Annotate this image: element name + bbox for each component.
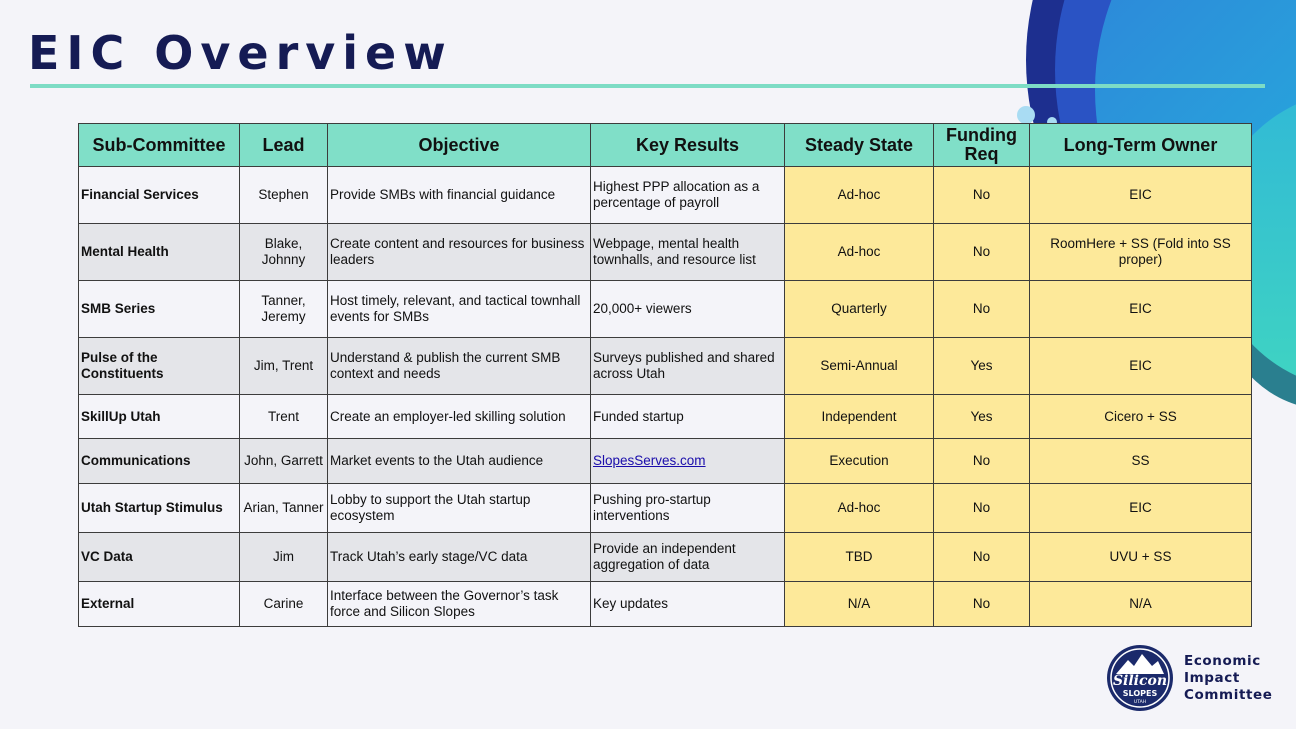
objective-cell: Understand & publish the current SMB context and needs <box>328 338 591 395</box>
committee-brand-text <box>1184 653 1273 704</box>
table-row <box>79 281 1252 338</box>
lead-cell: Tanner, Jeremy <box>240 281 328 338</box>
column-header: Key Results <box>591 124 785 167</box>
column-header: Lead <box>240 124 328 167</box>
key-results-cell: 20,000+ viewers <box>591 281 785 338</box>
table-row <box>79 484 1252 533</box>
funding-req-cell: No <box>934 533 1030 582</box>
logo-wordmark-slopes: SLOPES <box>1122 689 1158 698</box>
page-title: EIC Overview <box>28 26 453 80</box>
objective-cell: Interface between the Governor’s task force and Silicon Slopes <box>328 582 591 627</box>
steady-state-cell: Ad-hoc <box>785 167 934 224</box>
brand-line: Impact <box>1184 670 1240 686</box>
key-results-cell: Surveys published and shared across Utah <box>591 338 785 395</box>
table-header-row <box>79 124 1252 167</box>
long-term-owner-cell: SS <box>1030 439 1252 484</box>
funding-req-cell: No <box>934 439 1030 484</box>
sub-committee-cell: Communications <box>79 439 240 484</box>
steady-state-cell: Semi-Annual <box>785 338 934 395</box>
table-row <box>79 395 1252 439</box>
steady-state-cell: Independent <box>785 395 934 439</box>
steady-state-cell: Execution <box>785 439 934 484</box>
long-term-owner-cell: RoomHere + SS (Fold into SS proper) <box>1030 224 1252 281</box>
key-results-cell: Highest PPP allocation as a percentage of payroll <box>591 167 785 224</box>
steady-state-cell: N/A <box>785 582 934 627</box>
column-header: Objective <box>328 124 591 167</box>
sub-committee-cell: Utah Startup Stimulus <box>79 484 240 533</box>
key-results-cell: Webpage, mental health townhalls, and resource list <box>591 224 785 281</box>
table-row <box>79 338 1252 395</box>
brand-line: Economic <box>1184 653 1261 669</box>
steady-state-cell: Quarterly <box>785 281 934 338</box>
sub-committee-cell: SMB Series <box>79 281 240 338</box>
long-term-owner-cell: EIC <box>1030 281 1252 338</box>
objective-cell: Track Utah’s early stage/VC data <box>328 533 591 582</box>
logo-wordmark-silicon: Silicon <box>1112 673 1168 689</box>
table-row <box>79 439 1252 484</box>
objective-cell: Host timely, relevant, and tactical townhall events for SMBs <box>328 281 591 338</box>
long-term-owner-cell: Cicero + SS <box>1030 395 1252 439</box>
table-row <box>79 224 1252 281</box>
key-results-cell <box>591 439 785 484</box>
lead-cell: Carine <box>240 582 328 627</box>
sub-committee-cell: External <box>79 582 240 627</box>
lead-cell: Arian, Tanner <box>240 484 328 533</box>
objective-cell: Lobby to support the Utah startup ecosystem <box>328 484 591 533</box>
key-results-cell: Funded startup <box>591 395 785 439</box>
key-results-cell: Key updates <box>591 582 785 627</box>
table-row <box>79 167 1252 224</box>
steady-state-cell: Ad-hoc <box>785 484 934 533</box>
funding-req-cell: No <box>934 582 1030 627</box>
long-term-owner-cell: UVU + SS <box>1030 533 1252 582</box>
sub-committee-cell: Financial Services <box>79 167 240 224</box>
slopesserves-link[interactable]: SlopesServes.com <box>593 453 706 468</box>
sub-committee-cell: VC Data <box>79 533 240 582</box>
table-row <box>79 582 1252 627</box>
lead-cell: Blake, Johnny <box>240 224 328 281</box>
column-header: Long-Term Owner <box>1030 124 1252 167</box>
sub-committee-cell: Pulse of the Constituents <box>79 338 240 395</box>
objective-cell: Provide SMBs with financial guidance <box>328 167 591 224</box>
table-row <box>79 533 1252 582</box>
sub-committee-cell: Mental Health <box>79 224 240 281</box>
logo-wordmark-utah: UTAH <box>1133 700 1147 705</box>
long-term-owner-cell: EIC <box>1030 484 1252 533</box>
column-header: Sub-Committee <box>79 124 240 167</box>
column-header: Funding Req <box>934 124 1030 167</box>
title-divider <box>30 84 1265 88</box>
sub-committee-cell: SkillUp Utah <box>79 395 240 439</box>
objective-cell: Create an employer-led skilling solution <box>328 395 591 439</box>
lead-cell: Stephen <box>240 167 328 224</box>
eic-overview-table <box>78 123 1252 627</box>
long-term-owner-cell: EIC <box>1030 338 1252 395</box>
funding-req-cell: No <box>934 167 1030 224</box>
steady-state-cell: Ad-hoc <box>785 224 934 281</box>
funding-req-cell: No <box>934 281 1030 338</box>
long-term-owner-cell: EIC <box>1030 167 1252 224</box>
lead-cell: Jim, Trent <box>240 338 328 395</box>
funding-req-cell: No <box>934 224 1030 281</box>
long-term-owner-cell: N/A <box>1030 582 1252 627</box>
steady-state-cell: TBD <box>785 533 934 582</box>
brand-line: Committee <box>1184 687 1273 703</box>
objective-cell: Create content and resources for business leaders <box>328 224 591 281</box>
column-header: Steady State <box>785 124 934 167</box>
lead-cell: Jim <box>240 533 328 582</box>
key-results-cell: Provide an independent aggregation of data <box>591 533 785 582</box>
lead-cell: John, Garrett <box>240 439 328 484</box>
funding-req-cell: Yes <box>934 338 1030 395</box>
key-results-cell: Pushing pro-startup interventions <box>591 484 785 533</box>
lead-cell: Trent <box>240 395 328 439</box>
silicon-slopes-logo <box>1106 644 1174 712</box>
objective-cell: Market events to the Utah audience <box>328 439 591 484</box>
funding-req-cell: Yes <box>934 395 1030 439</box>
funding-req-cell: No <box>934 484 1030 533</box>
